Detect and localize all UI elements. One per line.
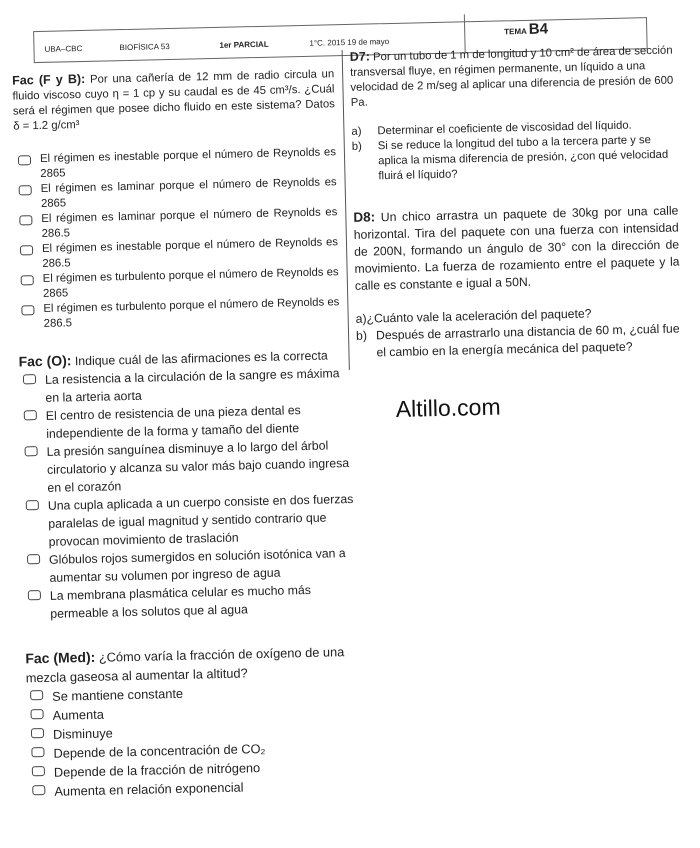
left-column — [12, 66, 363, 801]
checkbox[interactable] — [32, 766, 45, 776]
sub-item — [356, 320, 682, 361]
checkbox[interactable] — [30, 690, 43, 700]
option-text: Se mantiene constante — [52, 685, 184, 704]
option-text: El régimen es turbulento porque el número de Reynolds es 286.5 — [43, 296, 340, 330]
checkbox[interactable] — [18, 155, 31, 165]
question-label: D7: — [349, 49, 371, 64]
option-text: Aumenta — [52, 706, 105, 723]
item-key: b) — [351, 140, 362, 153]
checkbox[interactable] — [23, 374, 36, 384]
checkbox[interactable] — [32, 785, 45, 795]
tema-value: B4 — [528, 20, 549, 38]
checkbox[interactable] — [25, 446, 38, 456]
institution: UBA–CBC — [44, 43, 83, 54]
question-text: Indique cuál de las afirmaciones es la correcta — [74, 348, 328, 369]
question-d8 — [353, 201, 681, 361]
question-fac-fyb — [12, 66, 340, 332]
option-text: El régimen es laminar porque el número de Reynolds es 2865 — [40, 176, 337, 210]
item-text: ¿Cuánto vale la aceleración del paquete? — [366, 306, 592, 326]
option[interactable] — [17, 295, 340, 332]
checkbox[interactable] — [26, 500, 39, 510]
question-fac-med — [25, 642, 363, 802]
checkbox[interactable] — [31, 747, 44, 757]
checkbox[interactable] — [31, 728, 44, 738]
checkbox[interactable] — [28, 590, 41, 600]
checkbox[interactable] — [20, 245, 33, 255]
subject: BIOFÍSICA 53 — [119, 41, 170, 53]
question-label: Fac (Med): — [25, 648, 96, 667]
question-label: Fac (O): — [18, 352, 72, 370]
item-key: b) — [355, 328, 368, 343]
option-text: Una cupla aplicada a un cuerpo consiste en dos fuerzas paralelas de igual magnitud y sentido contrario que provocan movimiento de traslación — [47, 491, 354, 549]
option-text: El régimen es turbulento porque el número de Reynolds es 2865 — [42, 266, 339, 300]
exam-date: 1°C. 2015 19 de mayo — [309, 37, 390, 48]
question-text: Por una cañería de 12 mm de radio circula un fluido viscoso cuyo η = 1 cp y su caudal es de 45 cm³/s. ¿Cuál será el régimen que posee dicho fluido en este sistema? Datos δ = 1.2 g/cm³ — [12, 68, 335, 133]
checkbox[interactable] — [27, 554, 40, 564]
option-text: El centro de resistencia de una pieza dental es independiente de la forma y tamaño del diente — [45, 403, 301, 441]
option-text: Depende de la concentración de CO₂ — [53, 741, 266, 761]
option[interactable] — [20, 436, 356, 498]
option-text: La presión sanguínea disminuye a lo largo del árbol circulatorio y alcanza su valor más bajo cuando ingresa en el corazón — [46, 438, 350, 495]
question-label: Fac (F y B): — [12, 71, 86, 88]
option-text: Depende de la fracción de nitrógeno — [53, 760, 261, 780]
exam-name: 1er PARCIAL — [219, 39, 269, 50]
option-text: El régimen es laminar porque el número de Reynolds es 286.5 — [41, 206, 338, 240]
question-text: ¿Cómo varía la fracción de oxígeno de una mezcla gaseosa al aumentar la altitud? — [25, 644, 345, 686]
option-text: Glóbulos rojos sumergidos en solución isotónica van a aumentar su volumen por ingreso de agua — [48, 546, 346, 585]
question-text: Por un tubo de 1 m de longitud y 10 cm² de área de sección transversal fluye, en régimen permanente, un líquido a una velocidad de 2 m/seg al aplicar una diferencia de presión de 600 Pa. — [349, 44, 674, 109]
sub-item — [352, 133, 678, 185]
item-text: Si se reduce la longitud del tubo a la tercera parte y se aplica la misma diferencia de presión, ¿con qué velocidad fluirá el líquido? — [377, 134, 669, 183]
checkbox[interactable] — [19, 215, 32, 225]
question-text: Un chico arrastra un paquete de 30kg por una calle horizontal. Tira del paquete con una fuerza con intensidad de 200N, formando un ángulo de 30° con la dirección de movimiento. La fuerza de rozamiento entre el paquete y la calle es constante e igual a 50N. — [353, 203, 680, 293]
option-text: La membrana plasmática celular es mucho más permeable a los solutos que al agua — [49, 582, 312, 621]
checkbox[interactable] — [30, 709, 43, 719]
question-d7 — [350, 43, 678, 185]
checkbox[interactable] — [19, 185, 32, 195]
tema-label: TEMA — [504, 26, 527, 37]
item-key: a) — [351, 125, 362, 138]
checkbox[interactable] — [24, 410, 37, 420]
option-text: El régimen es inestable porque el número de Reynolds es 286.5 — [41, 236, 339, 270]
option-text: Disminuye — [52, 725, 113, 742]
option-text: Aumenta en relación exponencial — [54, 779, 244, 799]
item-key: a) — [355, 311, 367, 326]
checkbox[interactable] — [21, 305, 34, 315]
option[interactable] — [24, 580, 360, 624]
watermark: Altillo.com — [395, 393, 501, 422]
item-text: Después de arrastrarlo una distancia de 60 m, ¿cuál fue el cambio en la energía mecánica del paquete? — [375, 321, 680, 360]
option-text: La resistencia a la circulación de la sangre es máxima en la arteria aorta — [44, 366, 340, 405]
checkbox[interactable] — [21, 275, 34, 285]
right-column — [350, 43, 683, 424]
option[interactable] — [22, 490, 358, 552]
tema — [504, 20, 548, 38]
question-fac-o — [18, 345, 359, 624]
option-text: El régimen es inestable porque el número de Reynolds es 2865 — [39, 146, 337, 180]
question-label: D8: — [353, 209, 376, 225]
item-text: Determinar el coeficiente de viscosidad del líquido. — [377, 119, 632, 138]
